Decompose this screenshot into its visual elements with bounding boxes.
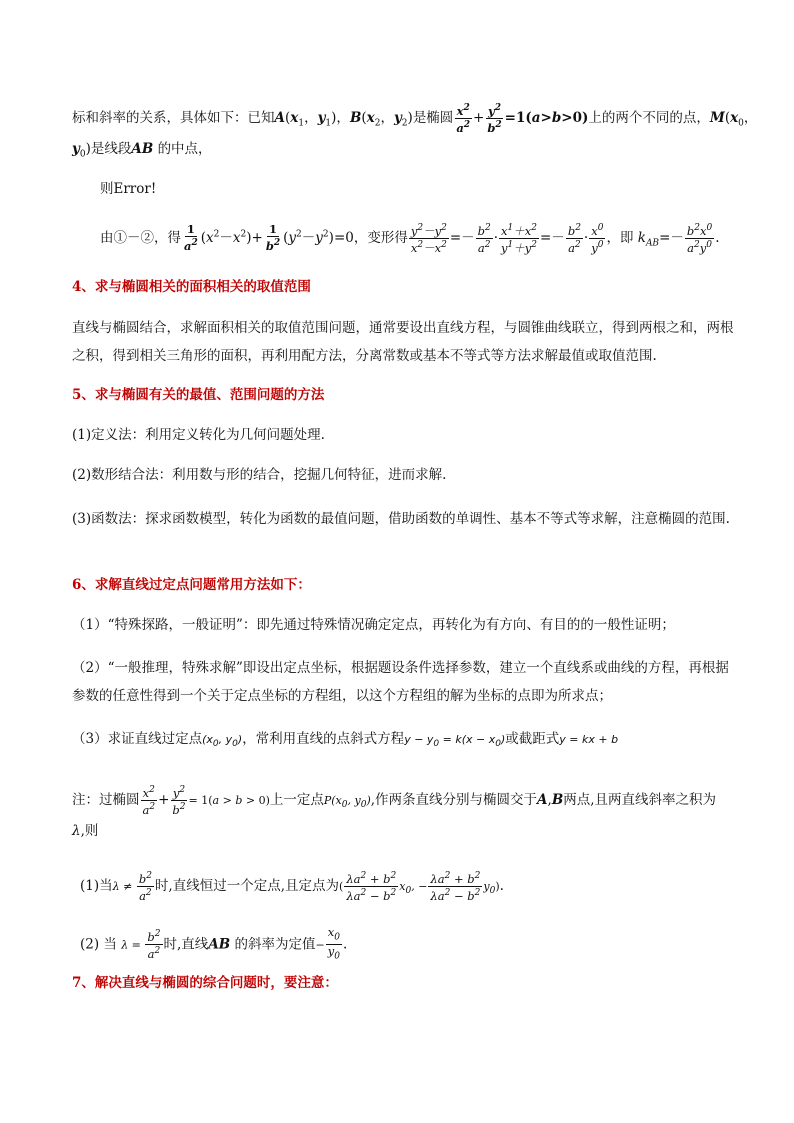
method-shape-number: (2)数形结合法：利用数与形的结合，挖掘几何特征，进而求解. — [72, 467, 447, 483]
note-case-2: (2) 当 λ = $\frac{b^2}{a^2}$ 时,直线AB 的斜率为定值− $\frac{x_0}{y_0}$ . — [80, 925, 348, 962]
paragraph-midpoint-intro: 标和斜率的关系，具体如下：已知$A(x_1$，$y_1$)，$B(x_2$，$y_2$)是椭圆 $\frac{x^2}{a^2}$ + $\frac{y^2}{b^2}$ =1(a>b>0)上的两个不同的点，$M(x_0$， — [72, 103, 758, 135]
heading-5: 5、求与椭圆有关的最值、范围问题的方法 — [72, 387, 325, 403]
method-definition: (1)定义法：利用定义转化为几何问题处理. — [72, 427, 325, 443]
note-case-1: (1)当λ ≠ $\frac{b^2}{a^2}$ 时,直线恒过一个定点,且定点为( $\frac{\lambda a^2 + b^2}{\lambda a^2 - b^2}$ $x_0$, − $\frac{\lambda a^2 + b^2}{\lambda a^2 - b^2}$ $y_0$). — [80, 871, 504, 903]
step-prove-fixed-point: （3）求证直线过定点($x_0$, $y_0$)，常利用直线的点斜式方程$y - y_0 = k(x - x_0)$或截距式y = kx + b — [72, 731, 619, 750]
heading-7: 7、解决直线与椭圆的综合问题时，要注意： — [72, 975, 338, 991]
heading-4: 4、求与椭圆相关的面积相关的取值范围 — [72, 279, 311, 295]
paragraph-area-range: 直线与椭圆结合，求解面积相关的取值范围问题，通常要设出直线方程，与圆锥曲线联立，得到两根之和，两根之积，得到相关三角形的面积，再利用配方法，分离常数或基本不等式等方法求解最值或取值范围. — [72, 320, 734, 364]
note-line: 注：过椭圆 $\frac{x^2}{a^2}$ + $\frac{y^2}{b^2}$ = 1(a > b > 0)上一定点$P(x_0$, $y_0$),作两条直线分别与椭圆交于A,B两点,且两直线斜率之积为 — [72, 785, 717, 817]
error-line: 则Error! — [100, 181, 157, 197]
heading-6: 6、求解直线过定点问题常用方法如下： — [72, 577, 311, 593]
note-line-cont: λ,则 — [72, 823, 99, 839]
method-function: (3)函数法：探求函数模型，转化为函数的最值问题，借助函数的单调性、基本不等式等求解，注意椭圆的范围. — [72, 511, 730, 527]
formula-derivation: 由①－②，得 $\frac{1}{a^2}$ $(x^2-x^2)+$ $\frac{1}{b^2}$ $(y^2-y^2)=0$，变形得 $\frac{y^2-y^2}{x^2-x^2}$ =－ $\frac{b^2}{a^2}$ · $\frac{x^1+x^2}{y^1+y^2}$ =－ $\frac{b^2}{a^2}$ · $\frac{x^0}{y^0}$ ，即 $k_{AB}=-$ $\frac{b^2x^0}{a^2y^0}$ . — [100, 222, 720, 255]
step-special-explore: （1）“特殊探路，一般证明”：即先通过特殊情况确定定点，再转化为有方向、有目的的一般性证明； — [72, 617, 675, 633]
paragraph-midpoint-intro-cont: $y_0$)是线段AB 的中点， — [72, 141, 212, 160]
step-general-reason: （2）“一般推理，特殊求解”即设出定点坐标，根据题设条件选择参数，建立一个直线系或曲线的方程，再根据参数的任意性得到一个关于定点坐标的方程组，以这个方程组的解为坐标的点即为所求点； — [72, 660, 729, 704]
